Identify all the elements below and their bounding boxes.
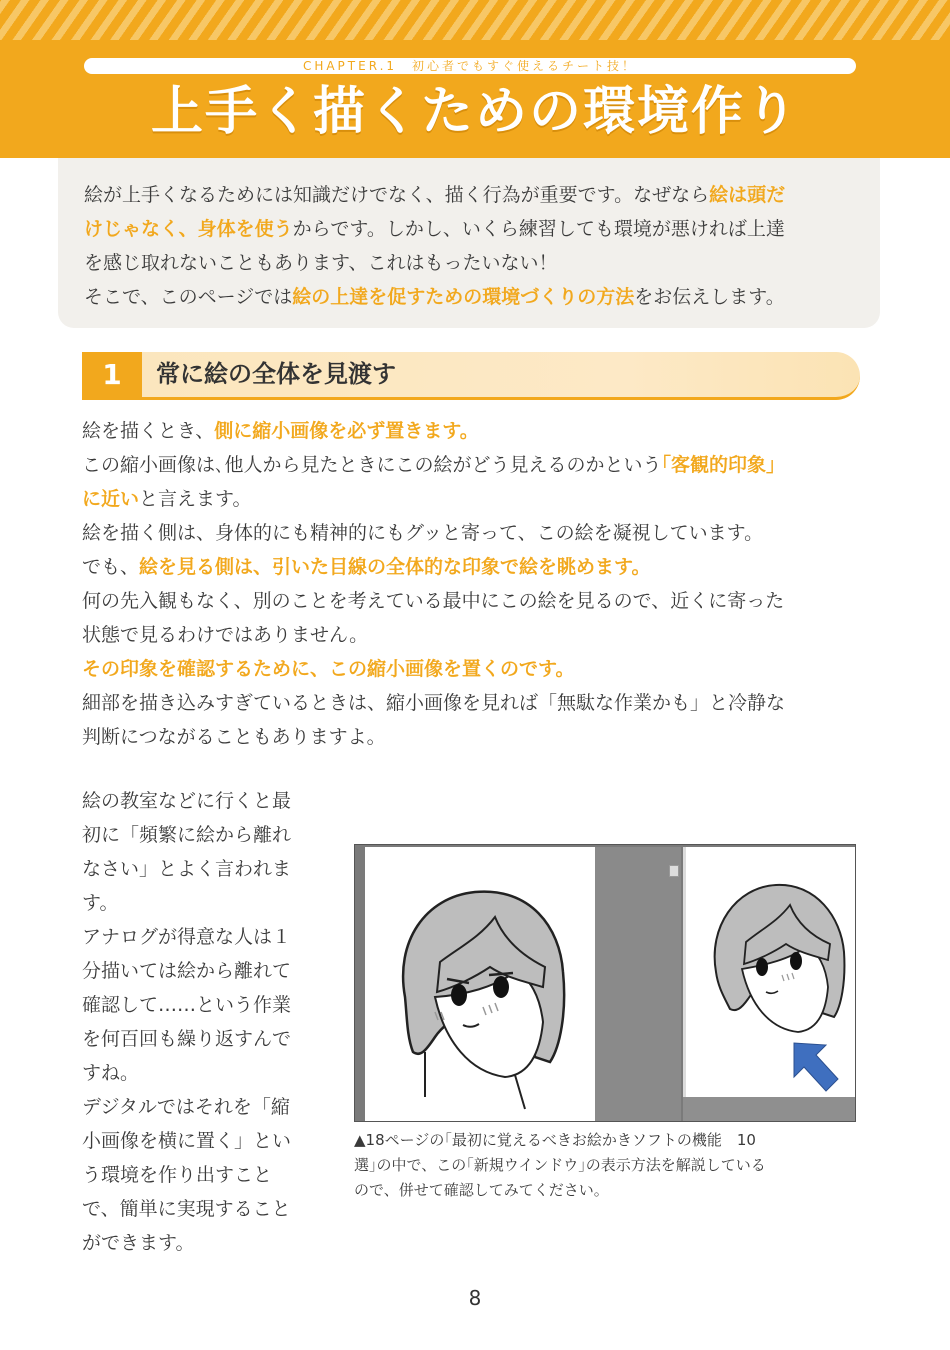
text-run: をお伝えします。 [634,286,785,308]
body-line [82,618,862,652]
text-run: 絵を描くとき、 [82,420,215,442]
side-line: う環境を作り出すこと [82,1164,273,1186]
intro-line [84,280,856,314]
side-line: を何百回も繰り返すんで [82,1028,292,1050]
page-number: 8 [468,1286,482,1310]
side-line: 分描いては絵から離れて [82,960,292,982]
chapter-header [0,0,950,158]
text-run: 状態で見るわけではありません。 [82,624,369,646]
side-line: アナログが得意な人は１ [82,926,292,948]
new-window-preview [683,847,855,1097]
highlight-text: 側に縮小画像を必ず置きます。 [214,420,479,442]
side-line: す。 [82,892,119,914]
text-run: と言えます。 [139,488,252,510]
chapter-label: CHAPTER.1 初心者でもすぐ使えるチート技！ [84,58,856,74]
text-run: 細部を描き込みすぎているときは、縮小画像を見れば「無駄な作業かも」と冷静な [82,692,786,714]
caption-line: 選｣の中で、この｢新規ウインドウ｣の表示方法を解説している [354,1156,766,1174]
section-number-badge: 1 [82,352,142,397]
body-line [82,414,862,448]
highlight-text: その印象を確認するために、この縮小画像を置くのです。 [82,658,575,680]
girl-drawing-large [365,847,595,1121]
text-run: この縮小画像は､他人から見たときにこの絵がどう見えるのかという [82,454,662,476]
section-heading [82,352,860,400]
text-run: でも、 [82,556,140,578]
side-line: 初に「頻繁に絵から離れ [82,824,292,846]
window-scroll-button[interactable] [669,865,679,877]
highlight-text: に近い [82,488,140,510]
figure-caption [354,1128,860,1203]
side-text [82,784,322,1260]
body-line [82,584,862,618]
highlight-text: 絵は頭だ [709,184,786,206]
side-line: 絵の教室などに行くと最 [82,790,292,812]
side-line: ができます。 [82,1232,195,1254]
text-run: からです。しかし、いくら練習しても環境が悪ければ上達 [292,218,785,240]
preview-status-bar [683,1097,855,1121]
intro-line [84,212,856,246]
body-line [82,482,862,516]
software-screenshot-figure [354,844,856,1122]
body-line [82,448,862,482]
side-line: 小画像を横に置く」とい [82,1130,292,1152]
intro-line [84,246,856,280]
body-line [82,652,862,686]
section-title: 常に絵の全体を見渡す [156,360,396,388]
intro-line [84,178,856,212]
body-line [82,516,862,550]
intro-box [58,158,880,328]
main-canvas [365,847,595,1121]
text-run: 何の先入観もなく、別のことを考えている最中にこの絵を見るので、近くに寄った [82,590,785,612]
body-line [82,720,862,754]
side-line: 確認して……という作業 [82,994,292,1016]
highlight-text: けじゃなく、身体を使う [84,218,293,240]
text-run: を感じ取れないこともあります、これはもったいない！ [84,252,558,274]
page-title: 上手く描くための環境作り [150,82,799,142]
header-stripe-band [0,0,950,40]
side-line: で、簡単に実現すること [82,1198,291,1220]
side-line: すね。 [82,1062,140,1084]
canvas-gray-area [595,847,681,1121]
body-text [82,414,862,754]
text-run: 絵を描く側は、身体的にも精神的にもグッと寄って、この絵を凝視しています。 [82,522,764,544]
text-run: 判断につながることもありますよ。 [82,726,386,748]
highlight-text: ｢客観的印象｣ [661,454,776,476]
text-run: 絵が上手くなるためには知識だけでなく、描く行為が重要です。なぜなら [84,184,710,206]
girl-drawing-small [686,847,856,1097]
highlight-text: 絵を見る側は、引いた目線の全体的な印象で絵を眺めます。 [139,556,651,578]
highlight-text: 絵の上達を促すための環境づくりの方法 [292,286,635,308]
side-line: デジタルではそれを「縮 [82,1096,290,1118]
body-line [82,686,862,720]
caption-line: ので、併せて確認してみてください。 [354,1181,609,1199]
blue-arrow-icon [794,1043,838,1091]
text-run: そこで、このページでは [84,286,293,308]
body-line [82,550,862,584]
side-line: なさい」とよく言われま [82,858,292,880]
caption-line: ▲18ページの｢最初に覚えるべきお絵かきソフトの機能 10 [354,1131,756,1149]
